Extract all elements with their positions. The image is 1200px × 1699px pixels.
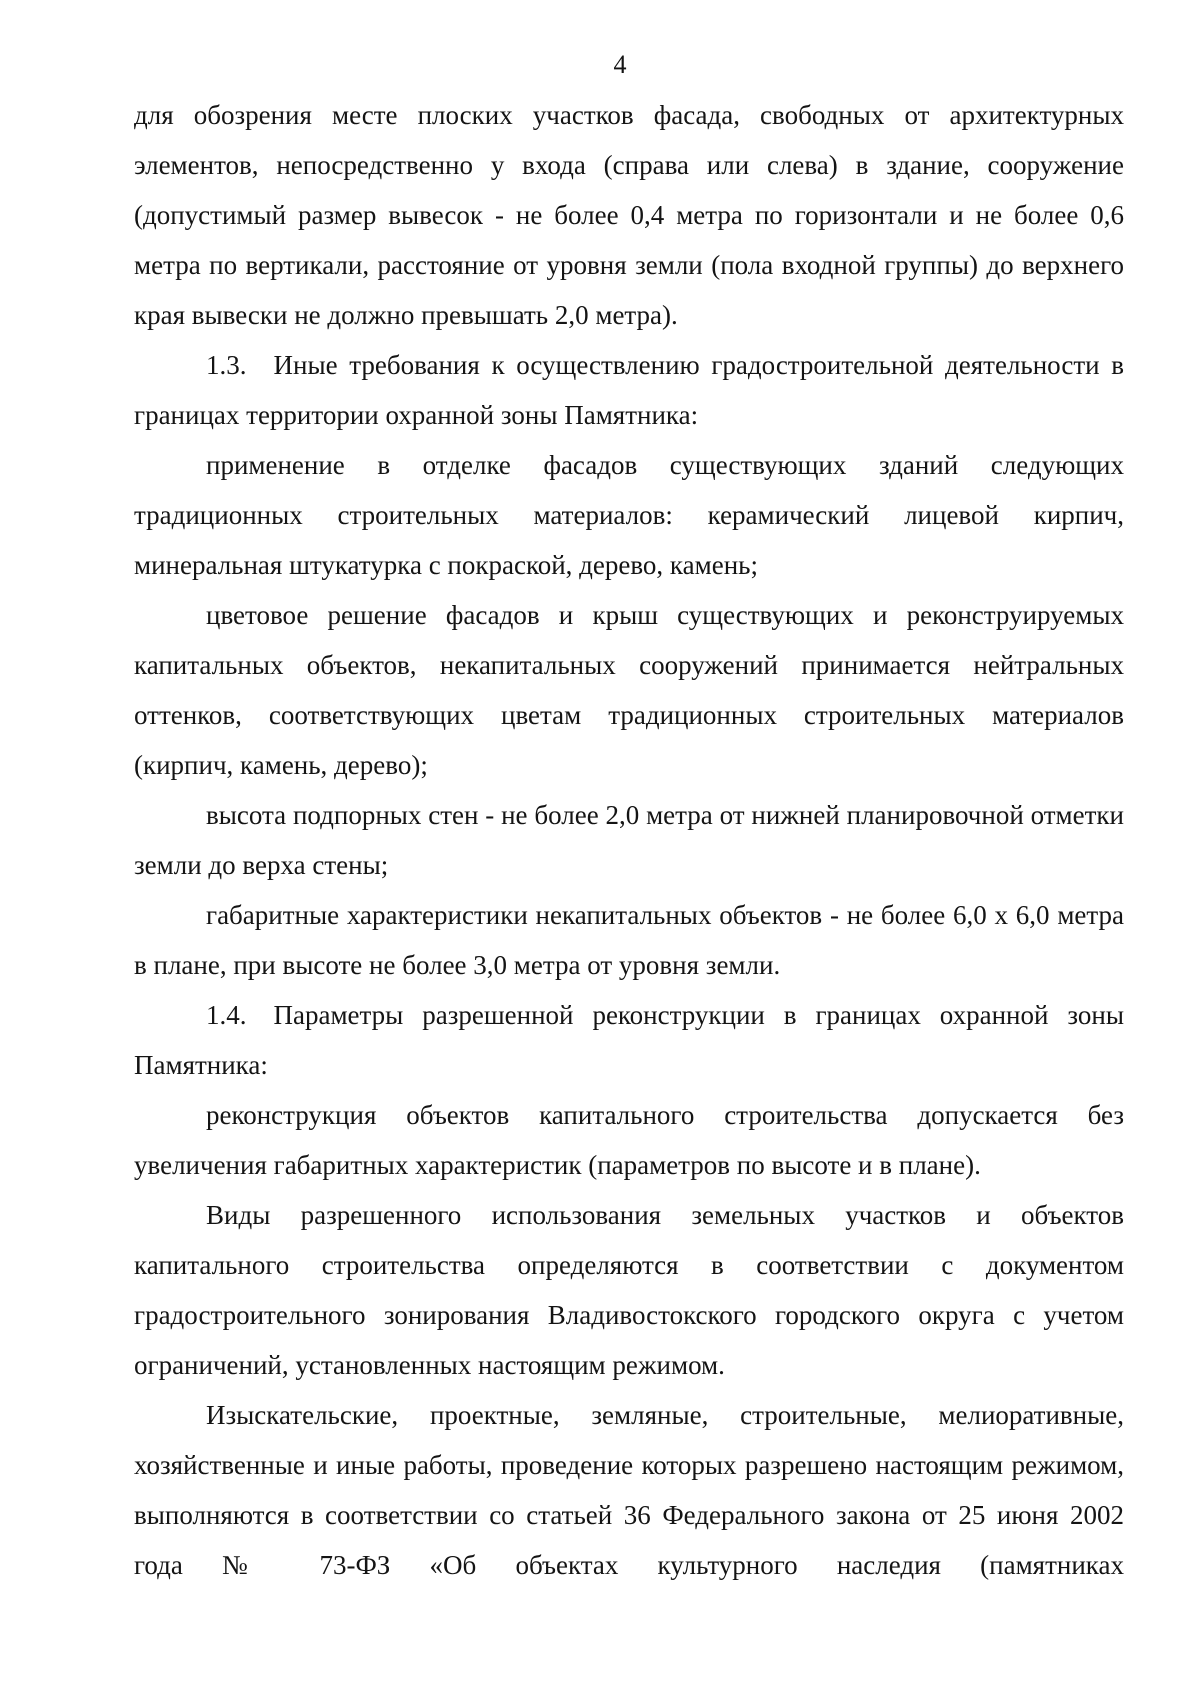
- paragraph-reconstruction: реконструкция объектов капитального строительства допускается без увеличения габаритных характеристик (параметров по высоте и в плане).: [134, 1100, 1124, 1180]
- paragraph-color-solution: цветовое решение фасадов и крыш существующих и реконструируемых капитальных объектов, некапитальных сооружений принимается нейтральных оттенков, соответствующих цветам традиционных строительных материалов (кирпич, камень, дерево);: [134, 600, 1124, 780]
- paragraph-dimensions: габаритные характеристики некапитальных объектов - не более 6,0 х 6,0 метра в плане, при высоте не более 3,0 метра от уровня земли.: [134, 900, 1124, 980]
- paragraph-signage-continuation: для обозрения месте плоских участков фасада, свободных от архитектурных элементов, непосредственно у входа (справа или слева) в здание, сооружение (допустимый размер вывесок - не более 0,4 метра по горизонтали и не более 0,6 метра по вертикали, расстояние от уровня земли (пола входной группы) до верхнего края вывески не должно превышать 2,0 метра).: [134, 100, 1124, 330]
- paragraph-permitted-use: Виды разрешенного использования земельных участков и объектов капитального строительства определяются в соответствии с документом градостроительного зонирования Владивостокского городского округа с учетом ограничений, установленных настоящим режимом.: [134, 1200, 1124, 1380]
- paragraph-survey-works: Изыскательские, проектные, земляные, строительные, мелиоративные, хозяйственные и иные работы, проведение которых разрешено настоящим режимом, выполняются в соответствии со статьей 36 Федерального закона от 25 июня 2002 года № 73-ФЗ «Об объектах культурного наследия (памятниках: [134, 1400, 1124, 1580]
- page-number: 4: [613, 50, 627, 79]
- paragraph-retaining-walls: высота подпорных стен - не более 2,0 метра от нижней планировочной отметки земли до верха стены;: [134, 800, 1124, 880]
- paragraph-facade-materials: применение в отделке фасадов существующих зданий следующих традиционных строительных материалов: керамический лицевой кирпич, минеральная штукатурка с покраской, дерево, камень;: [134, 450, 1124, 580]
- paragraph-section-1-3: 1.3. Иные требования к осуществлению градостроительной деятельности в границах территории охранной зоны Памятника:: [134, 350, 1124, 430]
- paragraph-section-1-4: 1.4. Параметры разрешенной реконструкции в границах охранной зоны Памятника:: [134, 1000, 1124, 1080]
- document-body: [134, 90, 1124, 1590]
